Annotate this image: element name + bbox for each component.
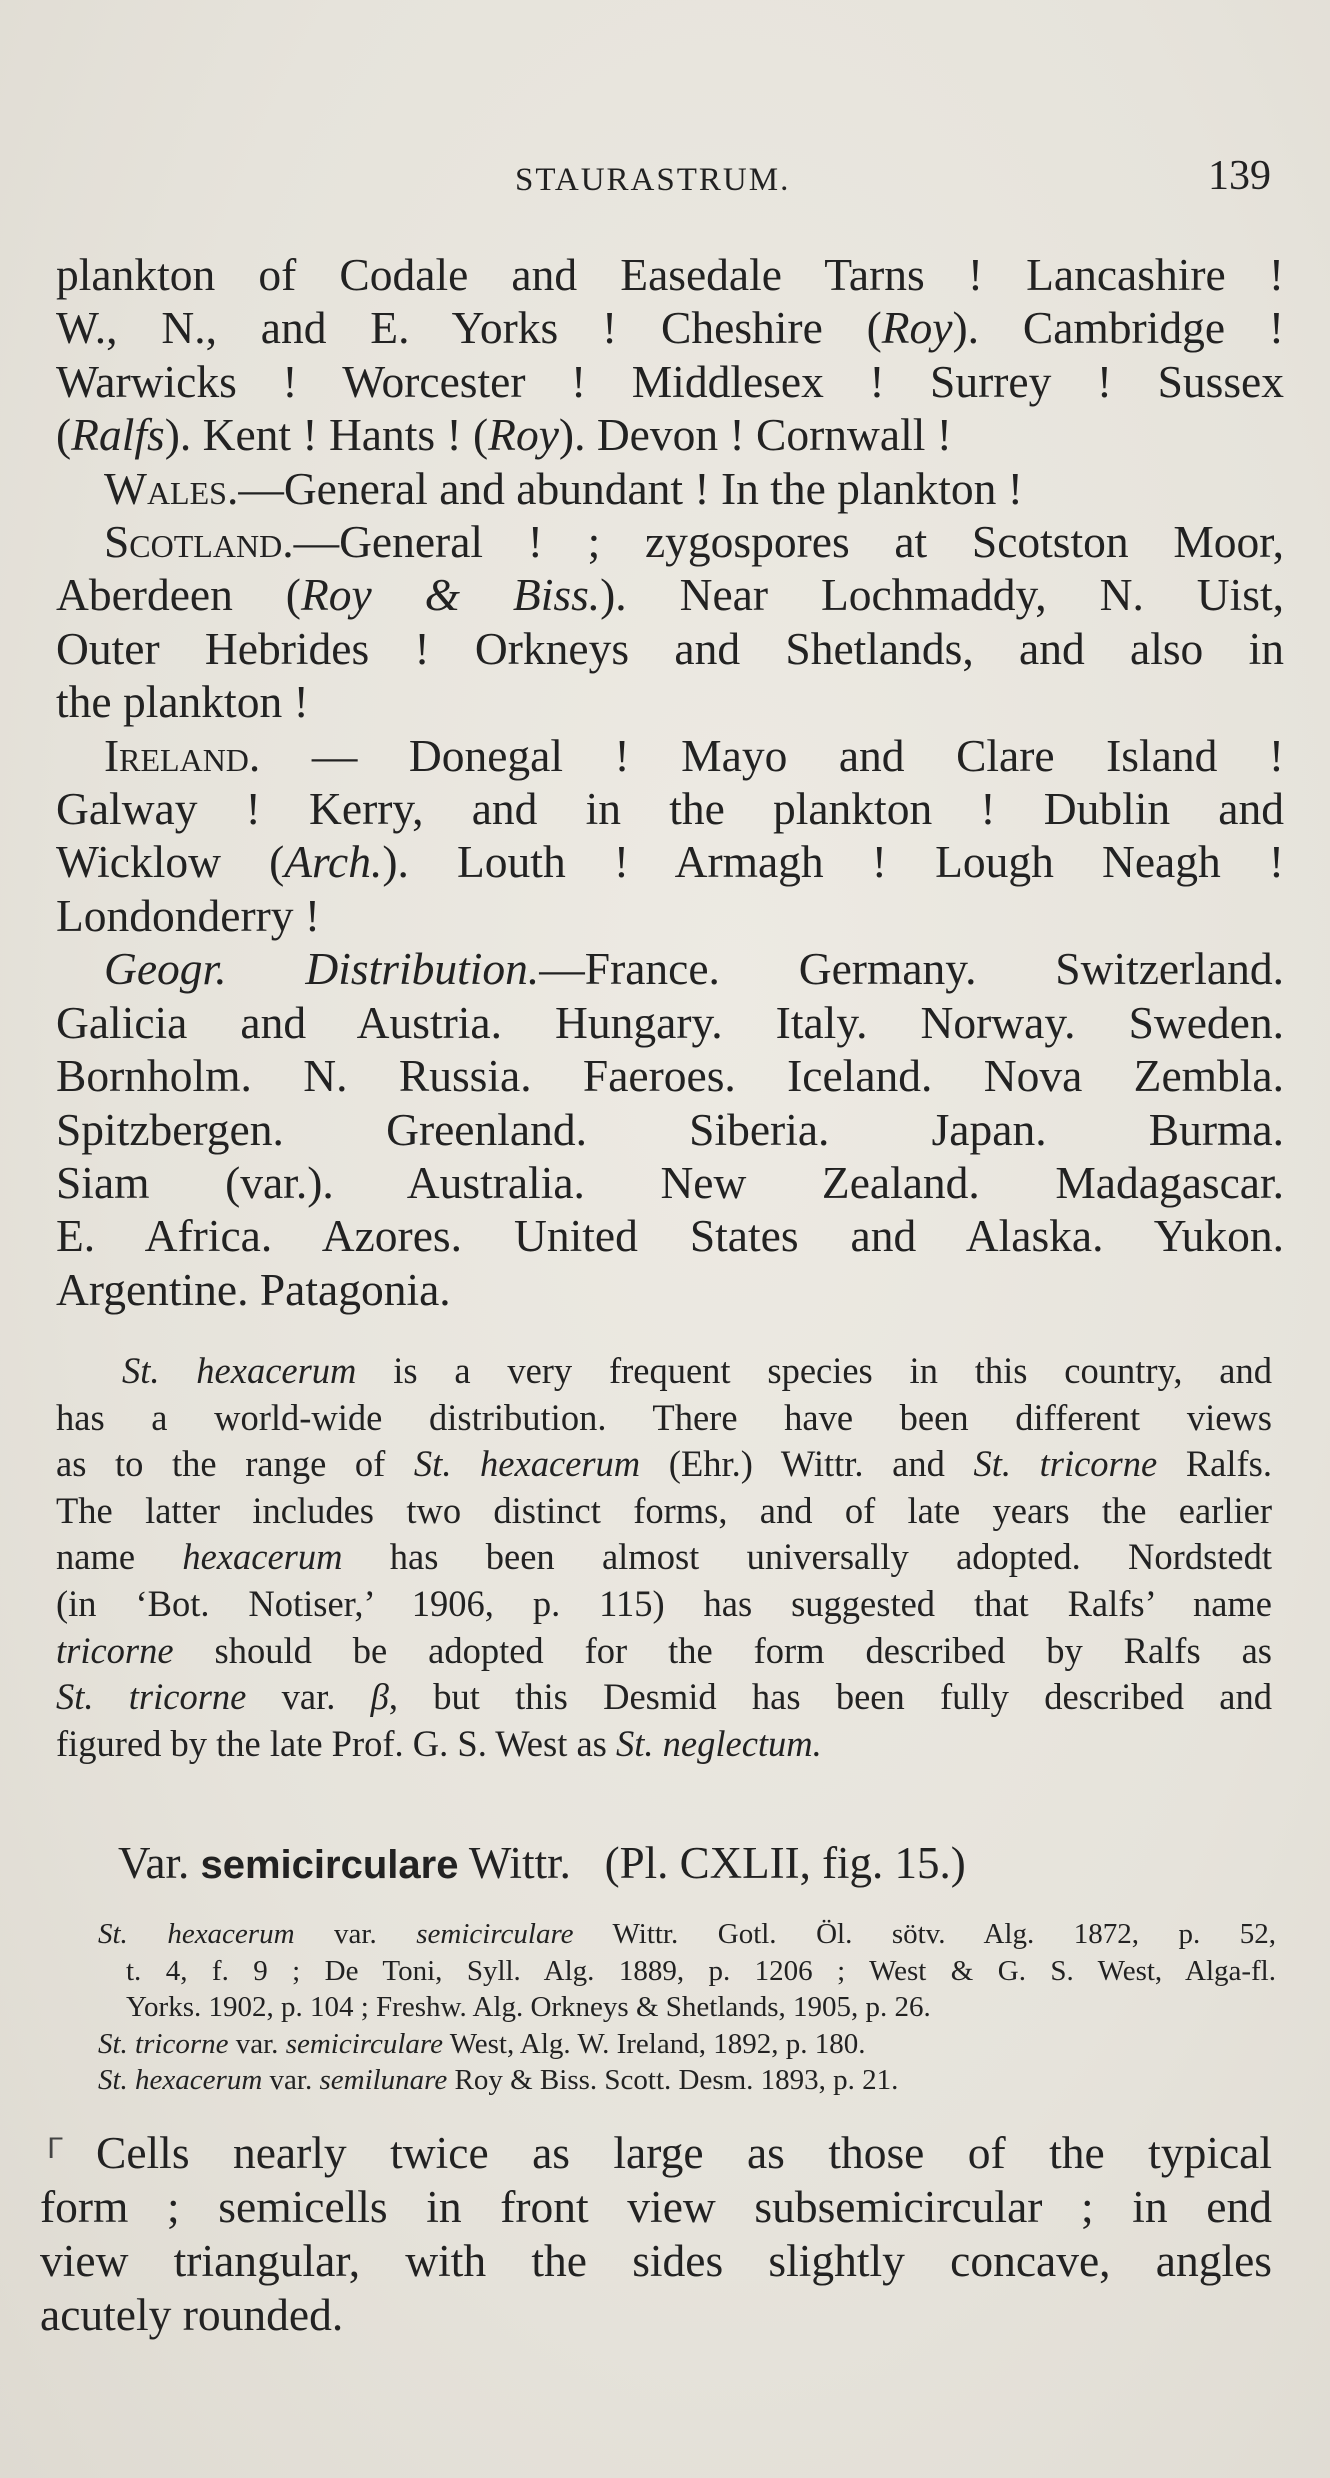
distribution-line: Ireland. — Donegal ! Mayo and Clare Island ! (104, 729, 1284, 781)
variety-heading (118, 1837, 966, 1889)
distribution-line: (Ralfs). Kent ! Hants ! (Roy). Devon ! Cornwall ! (56, 409, 952, 461)
running-title: STAURASTRUM. (515, 162, 791, 198)
distribution-line: Argentine. Patagonia. (56, 1263, 451, 1315)
distribution-line: the plankton ! (56, 676, 309, 728)
distribution-line: Spitzbergen. Greenland. Siberia. Japan. Burma. (56, 1103, 1284, 1155)
reference-line: St. hexacerum var. semilunare Roy & Biss. Scott. Desm. 1893, p. 21. (98, 2064, 899, 2097)
distribution-line: Galicia and Austria. Hungary. Italy. Norway. Sweden. (56, 996, 1284, 1048)
commentary-line: St. hexacerum is a very frequent species in this country, and (122, 1350, 1272, 1391)
description-line: view triangular, with the sides slightly concave, angles (40, 2235, 1272, 2286)
commentary-line: as to the range of St. hexacerum (Ehr.) Wittr. and St. tricorne Ralfs. (56, 1443, 1273, 1485)
commentary-line: St. tricorne var. β, but this Desmid has been fully described and (56, 1676, 1273, 1718)
distribution-line: Wales.—General and abundant ! In the plankton ! (104, 462, 1023, 514)
distribution-line: Londonderry ! (56, 889, 321, 941)
description-line: Cells nearly twice as large as those of the typical (96, 2127, 1272, 2178)
distribution-line: plankton of Codale and Easedale Tarns ! Lancashire ! (56, 249, 1284, 300)
description-line: form ; semicells in front view subsemicircular ; in end (40, 2181, 1272, 2232)
commentary-line: name hexacerum has been almost universally adopted. Nordstedt (56, 1536, 1273, 1578)
distribution-line: Siam (var.). Australia. New Zealand. Madagascar. (56, 1156, 1284, 1208)
margin-mark: ᒥ (47, 2134, 63, 2165)
distribution-line: Warwicks ! Worcester ! Middlesex ! Surrey ! Sussex (56, 355, 1284, 407)
distribution-line: Geogr. Distribution.—France. Germany. Switzerland. (104, 943, 1284, 995)
distribution-line: Galway ! Kerry, and in the plankton ! Dublin and (56, 783, 1284, 835)
description-line: acutely rounded. (40, 2289, 344, 2340)
commentary-line: figured by the late Prof. G. S. West as St. neglectum. (56, 1722, 822, 1764)
distribution-line: Outer Hebrides ! Orkneys and Shetlands, and also in (56, 622, 1284, 674)
variety-name: semicirculare (200, 1843, 459, 1887)
distribution-line: Scotland.—General ! ; zygospores at Scotston Moor, (104, 516, 1284, 568)
distribution-paragraphs (56, 248, 1284, 1316)
distribution-line: Aberdeen (Roy & Biss.). Near Lochmaddy, N. Uist, (56, 569, 1284, 621)
distribution-line: E. Africa. Azores. United States and Alaska. Yukon. (56, 1210, 1284, 1262)
reference-line: t. 4, f. 9 ; De Toni, Syll. Alg. 1889, p. 1206 ; West & G. S. West, Alga-fl. (126, 1954, 1276, 1987)
variety-description (40, 2126, 1272, 2342)
distribution-line: W., N., and E. Yorks ! Cheshire (Roy). Cambridge ! (56, 302, 1284, 354)
commentary-line: has a world-wide distribution. There have been different views (56, 1396, 1272, 1438)
reference-line: Yorks. 1902, p. 104 ; Freshw. Alg. Orkneys & Shetlands, 1905, p. 26. (126, 1991, 931, 2024)
commentary-paragraph (56, 1348, 1272, 1767)
variety-plate-ref: (Pl. CXLII, fig. 15.) (604, 1838, 966, 1888)
variety-author: Wittr. (468, 1838, 571, 1888)
reference-line: St. hexacerum var. semicirculare Wittr. Gotl. Öl. sötv. Alg. 1872, p. 52, (98, 1918, 1276, 1950)
synonymy-references (98, 1916, 1276, 2099)
page-number: 139 (1208, 153, 1271, 199)
commentary-line: The latter includes two distinct forms, and of late years the earlier (56, 1489, 1272, 1531)
variety-prefix: Var. (118, 1838, 190, 1888)
distribution-line: Wicklow (Arch.). Louth ! Armagh ! Lough Neagh ! (56, 836, 1284, 888)
commentary-line: tricorne should be adopted for the form described by Ralfs as (56, 1629, 1272, 1671)
commentary-line: (in ‘Bot. Notiser,’ 1906, p. 115) has suggested that Ralfs’ name (56, 1582, 1272, 1624)
reference-line: St. tricorne var. semicirculare West, Alg. W. Ireland, 1892, p. 180. (98, 2027, 866, 2060)
distribution-line: Bornholm. N. Russia. Faeroes. Iceland. Nova Zembla. (56, 1050, 1284, 1102)
running-head (0, 152, 1330, 212)
